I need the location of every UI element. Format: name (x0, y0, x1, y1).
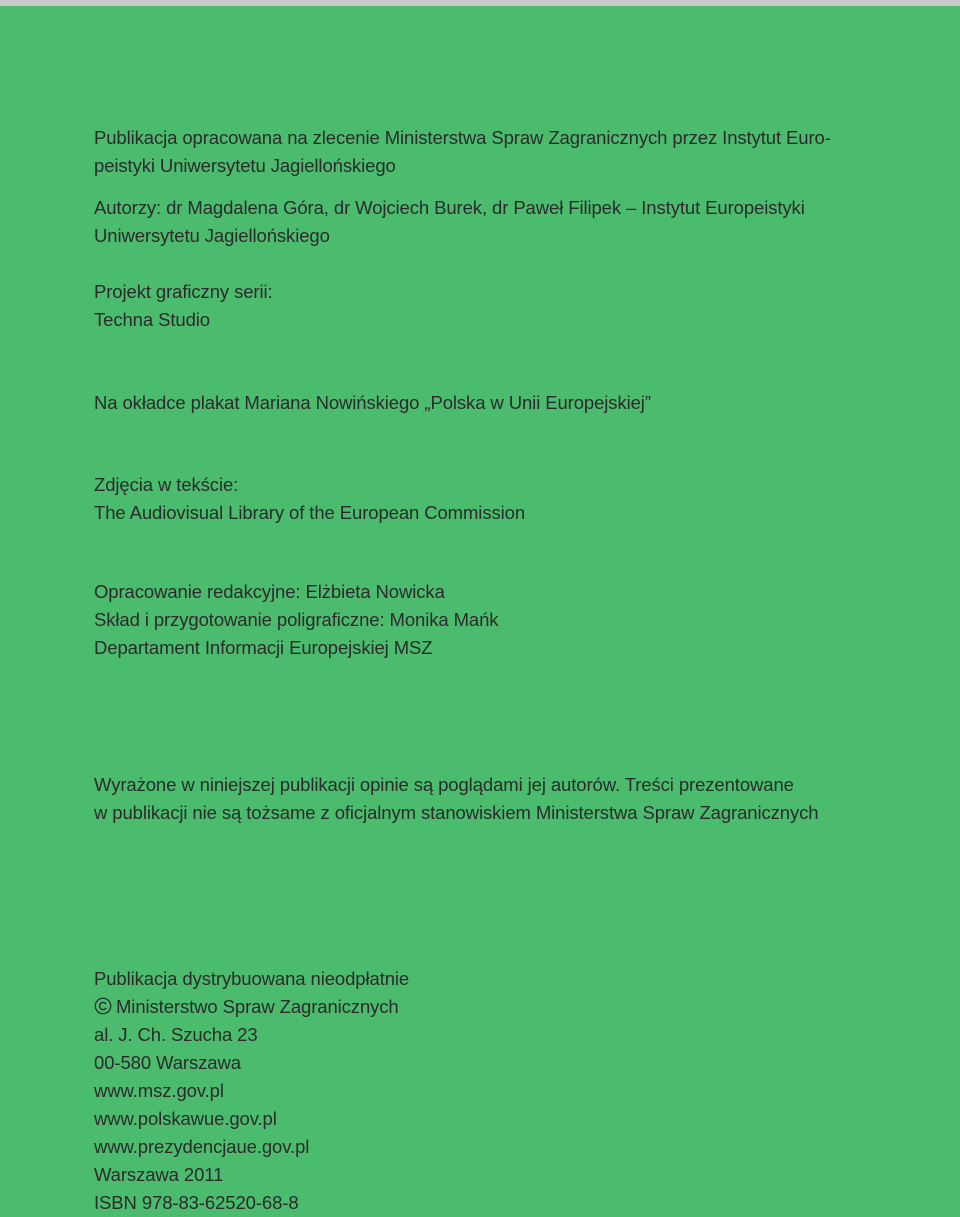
photos-value: The Audiovisual Library of the European Commission (94, 502, 526, 523)
address-city: 00-580 Warszawa (94, 1052, 241, 1073)
website-msz: www.msz.gov.pl (94, 1080, 224, 1101)
authors-line-2: Uniwersytetu Jagiellońskiego (94, 225, 330, 246)
editing-credits (94, 578, 894, 662)
editing-line-2: Skład i przygotowanie poligraficzne: Monika Mańk (94, 609, 499, 630)
isbn: ISBN 978-83-62520-68-8 (94, 1192, 299, 1213)
photos-label: Zdjęcia w tekście: (94, 474, 239, 495)
copyright-icon (94, 997, 112, 1015)
website-prezydencjaue: www.prezydencjaue.gov.pl (94, 1136, 310, 1157)
editing-line-3: Departament Informacji Europejskiej MSZ (94, 637, 433, 658)
disclaimer-line-1: Wyrażone w niniejszej publikacji opinie są poglądami jej autorów. Treści prezentowane (94, 774, 794, 795)
cover-text: Na okładce plakat Mariana Nowińskiego „Polska w Unii Europejskiej” (94, 392, 651, 413)
authors-line-1: Autorzy: dr Magdalena Góra, dr Wojciech Burek, dr Paweł Filipek – Instytut Europeistyki (94, 197, 805, 218)
address-street: al. J. Ch. Szucha 23 (94, 1024, 258, 1045)
cover-credit (94, 389, 894, 417)
publication-line-2: peistyki Uniwersytetu Jagiellońskiego (94, 155, 396, 176)
publication-line-1: Publikacja opracowana na zlecenie Ministerstwa Spraw Zagranicznych przez Instytut Euro- (94, 127, 831, 148)
disclaimer (94, 771, 894, 827)
authors-note (94, 194, 894, 250)
copyright-holder: Ministerstwo Spraw Zagranicznych (116, 996, 399, 1017)
website-polskawue: www.polskawue.gov.pl (94, 1108, 277, 1129)
distribution-info (94, 965, 894, 1217)
editing-line-1: Opracowanie redakcyjne: Elżbieta Nowicka (94, 581, 445, 602)
photos-credit (94, 471, 894, 527)
design-value: Techna Studio (94, 309, 210, 330)
place-year: Warszawa 2011 (94, 1164, 224, 1185)
design-credit (94, 278, 894, 334)
disclaimer-line-2: w publikacji nie są tożsame z oficjalnym stanowiskiem Ministerstwa Spraw Zagranicznych (94, 802, 819, 823)
free-distribution-note: Publikacja dystrybuowana nieodpłatnie (94, 968, 410, 989)
design-label: Projekt graficzny serii: (94, 281, 273, 302)
copyright-line (94, 993, 894, 1021)
publication-note (94, 124, 894, 180)
